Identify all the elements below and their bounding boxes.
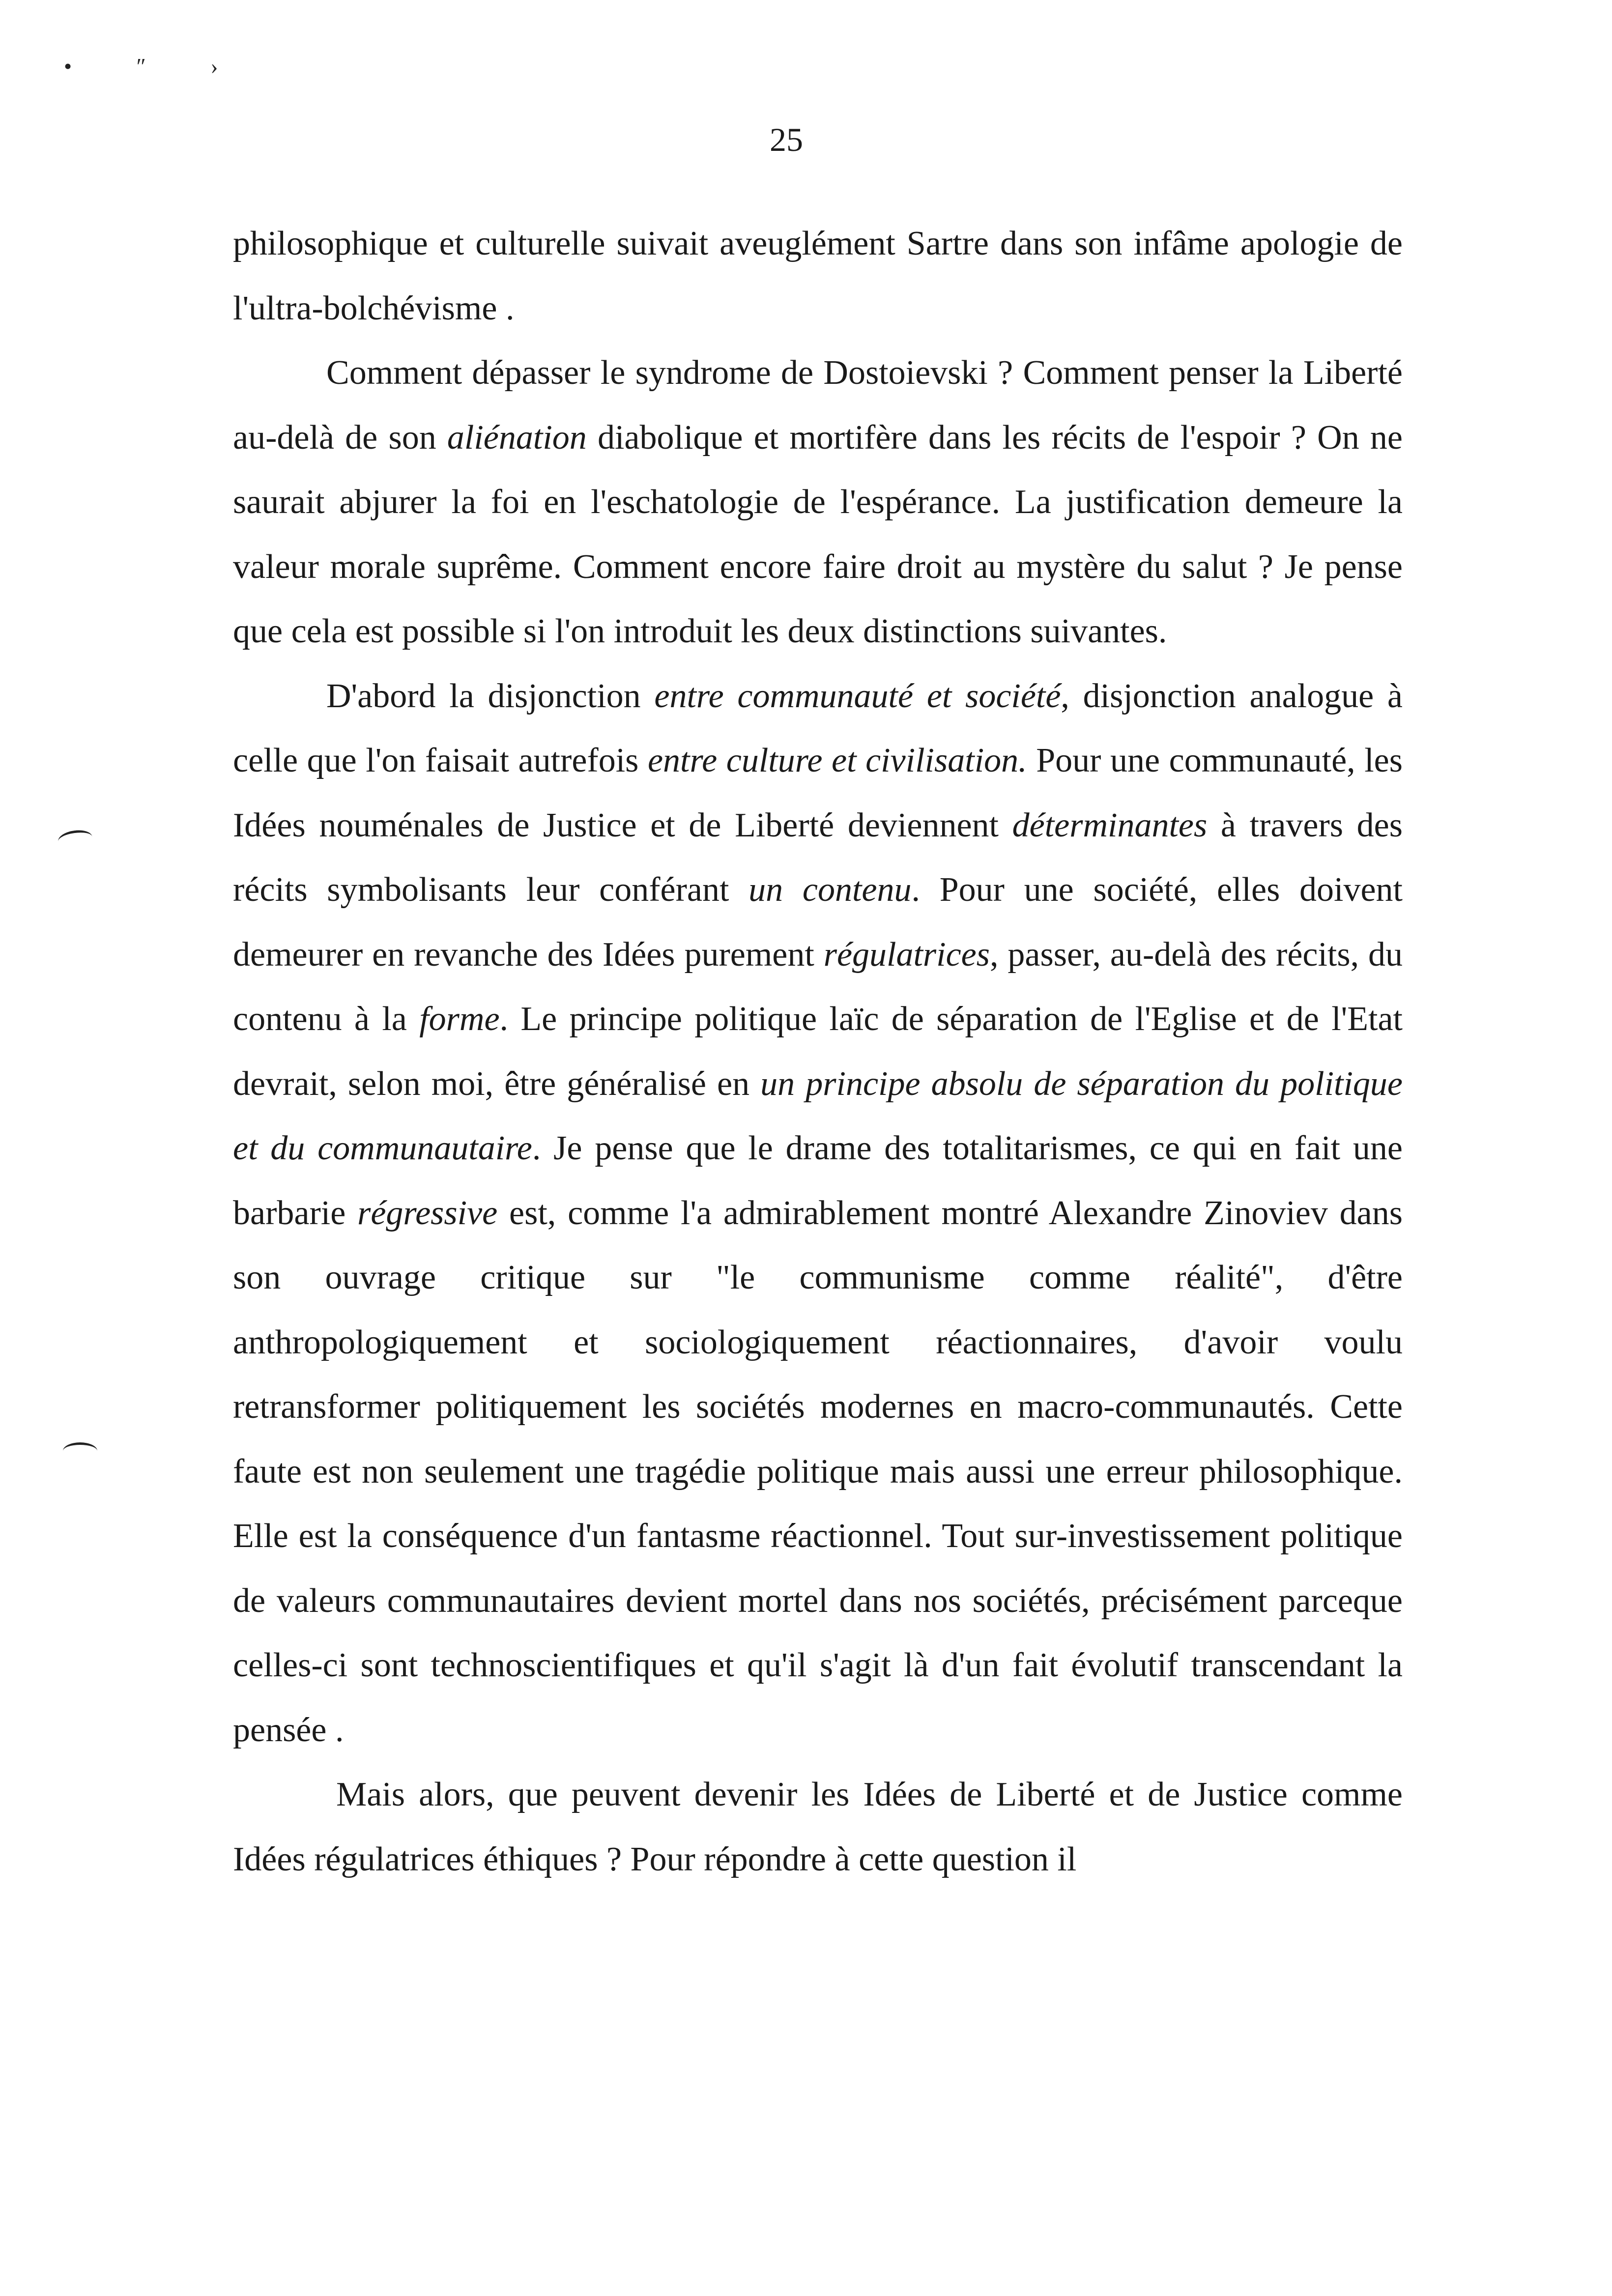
- text-segment: philosophique et culturelle suivait aveuglément Sartre dans son infâme apologie de l'ultra-bolchévisme .: [233, 225, 1403, 327]
- text-segment: . Le principe politique laïc de séparation de l'Eglise et de l'Etat devrait, selon moi, être généralisé en: [233, 1000, 1403, 1103]
- text-segment: D'abord la disjonction: [326, 677, 655, 715]
- paragraph: [233, 211, 1403, 341]
- paragraph: [233, 1762, 1403, 1892]
- text-segment: . Je pense que le drame des totalitarismes, ce qui en fait une barbarie: [233, 1129, 1403, 1232]
- italic-text: forme: [419, 1000, 500, 1038]
- italic-text: entre communauté et société: [654, 677, 1061, 715]
- text-segment: diabolique et mortifère dans les récits de l'espoir ? On ne saurait abjurer la foi en l'eschatologie de l'espérance. La justification demeure la valeur morale suprême. Comment encore faire droit au mystère du salut ? Je pense que cela est possible si l'on introduit les deux distinctions suivantes.: [233, 418, 1403, 650]
- italic-text: entre culture et civilisation.: [647, 742, 1027, 779]
- text-segment: Comment dépasser le syndrome de Dostoievski ? Comment penser la Liberté au-delà de son: [233, 354, 1403, 457]
- text-segment: à travers des récits symbolisants leur conférant: [233, 806, 1403, 909]
- italic-text: déterminantes: [1012, 806, 1208, 844]
- italic-text: aliénation: [447, 418, 587, 457]
- text-segment: . Pour une société, elles doivent demeurer en revanche des Idées purement: [233, 871, 1403, 974]
- body-text: [233, 211, 1403, 1892]
- italic-text: régressive: [357, 1194, 498, 1232]
- text-segment: est, comme l'a admirablement montré Alexandre Zinoviev dans son ouvrage critique sur "le communisme comme réalité", d'être anthropologiquement et sociologiquement réactionnaires, d'avoir voulu retransformer politiquement les sociétés modernes en macro-communautés. Cette faute est non seulement une tragédie politique mais aussi une erreur philosophique. Elle est la conséquence d'un fantasme réactionnel. Tout sur-investissement politique de valeurs communautaires devient mortel dans nos sociétés, précisément parceque celles-ci sont technoscientifiques et qu'il s'agit là d'un fait évolutif transcendant la pensée .: [233, 1194, 1403, 1749]
- margin-annotation-mark: [63, 1442, 97, 1460]
- text-segment: , disjonction analogue à celle que l'on faisait autrefois: [233, 677, 1403, 779]
- text-segment: , passer, au-delà des récits, du contenu à la: [233, 935, 1403, 1038]
- italic-text: régulatrices: [823, 935, 990, 974]
- text-segment: Pour une communauté, les Idées nouménales de Justice et de Liberté deviennent: [233, 742, 1403, 844]
- paragraph: [233, 341, 1403, 664]
- margin-annotation-mark: [57, 828, 93, 850]
- paragraph: [233, 664, 1403, 1763]
- page-number: 25: [770, 121, 803, 158]
- italic-text: un contenu: [748, 871, 912, 909]
- text-segment: Mais alors, que peuvent devenir les Idées de Liberté et de Justice comme Idées régulatrices éthiques ? Pour répondre à cette question il: [233, 1776, 1403, 1878]
- scan-marks: • ″ ›: [64, 54, 248, 79]
- italic-text: un principe absolu de séparation du politique et du communautaire: [233, 1064, 1403, 1167]
